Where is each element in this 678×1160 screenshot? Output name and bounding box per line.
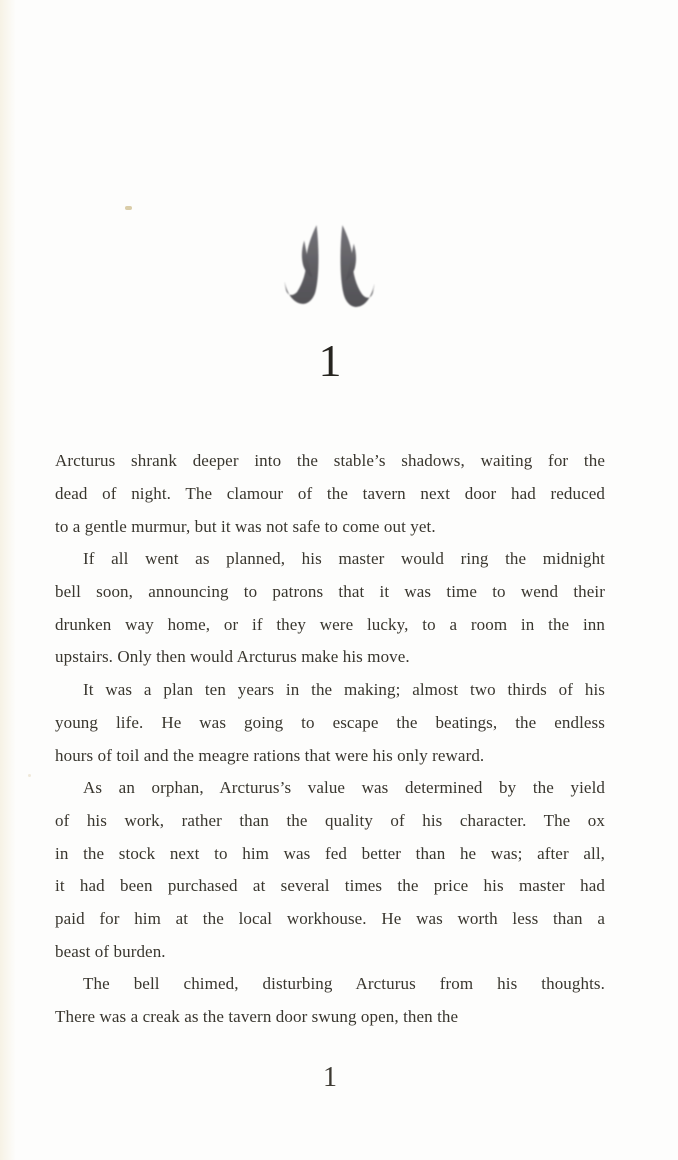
- text-line: beast of burden.: [55, 941, 166, 961]
- text-line: drunken way home, or if they were lucky, to a room in the inn: [55, 614, 605, 634]
- text-line: it had been purchased at several times the price his master had: [55, 876, 605, 896]
- text-line: Arcturus shrank deeper into the stable’s shadows, waiting for the: [55, 451, 605, 471]
- page-number: 1: [323, 1061, 337, 1093]
- chapter-ornament: [55, 223, 605, 321]
- body-text: [55, 445, 605, 1034]
- text-line: It was a plan ten years in the making; almost two thirds of his: [83, 680, 605, 700]
- text-line: There was a creak as the tavern door swung open, then the: [55, 1007, 459, 1027]
- text-line: hours of toil and the meagre rations that were his only reward.: [55, 745, 485, 765]
- text-line: bell soon, announcing to patrons that it was time to wend their: [55, 582, 605, 601]
- text-line: in the stock next to him was fed better than he was; after all,: [55, 843, 605, 863]
- text-line: paid for him at the local workhouse. He was worth less than a: [55, 909, 605, 929]
- text-line: The bell chimed, disturbing Arcturus from his thoughts.: [83, 974, 605, 994]
- text-line: young life. He was going to escape the beatings, the endless: [55, 712, 605, 732]
- chapter-number: 1: [318, 335, 342, 386]
- text-line: upstairs. Only then would Arcturus make his move.: [55, 647, 410, 667]
- text-line: If all went as planned, his master would ring the midnight: [83, 549, 605, 569]
- twin-horns-chapter-ornament-icon: [278, 308, 382, 325]
- text-line: As an orphan, Arcturus’s value was determined by the yield: [83, 778, 605, 798]
- text-line: of his work, rather than the quality of his character. The ox: [55, 810, 605, 830]
- scan-speck: [28, 774, 31, 777]
- text-line: to a gentle murmur, but it was not safe to come out yet.: [55, 516, 436, 536]
- page-content: [55, 0, 605, 1094]
- text-line: dead of night. The clamour of the tavern next door had reduced: [55, 483, 605, 503]
